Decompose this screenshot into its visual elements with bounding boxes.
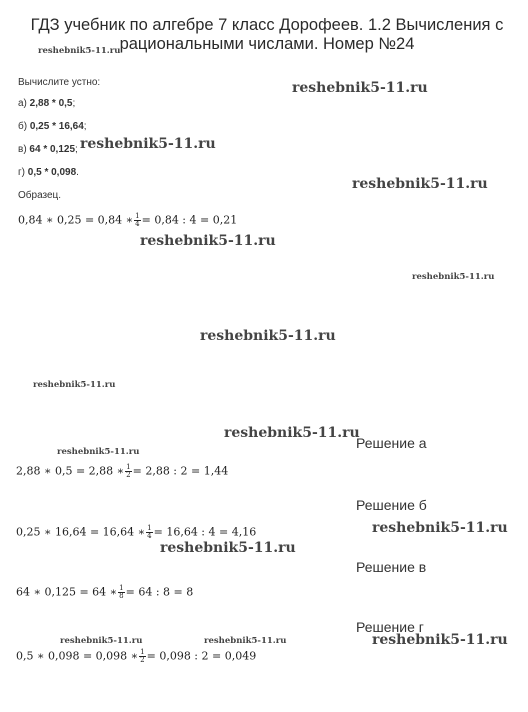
watermark: reshebnik5-11.ru bbox=[200, 328, 336, 344]
watermark: reshebnik5-11.ru bbox=[412, 272, 495, 282]
watermark: reshebnik5-11.ru bbox=[160, 540, 296, 556]
task-item-c: в) 64 * 0,125; bbox=[18, 144, 78, 155]
solution-a-formula: 2,88 ∗ 0,5 = 2,88 ∗ $\frac{1}{2}$ = 2,88 : 2 = 1,44 bbox=[16, 463, 229, 479]
sample-formula: 0,84 ∗ 0,25 = 0,84 ∗ $\frac{1}{4}$ = 0,84 : 4 = 0,21 bbox=[18, 212, 238, 228]
watermark: reshebnik5-11.ru bbox=[292, 80, 428, 96]
watermark: reshebnik5-11.ru bbox=[140, 233, 276, 249]
solution-b-formula: 0,25 ∗ 16,64 = 16,64 ∗ $\frac{1}{4}$ = 16,64 : 4 = 4,16 bbox=[16, 524, 257, 540]
solution-b-label: Решение б bbox=[356, 497, 427, 513]
page-title: ГДЗ учебник по алгебре 7 класс Дорофеев. 1.2 Вычисления с рациональными числами. Номер №24 bbox=[30, 16, 504, 53]
solution-a-label: Решение а bbox=[356, 435, 427, 451]
watermark: reshebnik5-11.ru bbox=[80, 136, 216, 152]
task-item-d: г) 0,5 * 0,098. bbox=[18, 167, 79, 178]
watermark: reshebnik5-11.ru bbox=[33, 380, 116, 390]
task-item-a: а) 2,88 * 0,5; bbox=[18, 98, 76, 109]
task-intro: Вычислите устно: bbox=[18, 77, 101, 88]
watermark: reshebnik5-11.ru bbox=[38, 46, 121, 56]
sample-label: Образец. bbox=[18, 190, 62, 201]
watermark: reshebnik5-11.ru bbox=[372, 520, 508, 536]
watermark: reshebnik5-11.ru bbox=[372, 632, 508, 648]
watermark: reshebnik5-11.ru bbox=[57, 447, 140, 457]
watermark: reshebnik5-11.ru bbox=[60, 636, 143, 646]
watermark: reshebnik5-11.ru bbox=[204, 636, 287, 646]
solution-d-formula: 0,5 ∗ 0,098 = 0,098 ∗ $\frac{1}{2}$ = 0,098 : 2 = 0,049 bbox=[16, 648, 257, 664]
solution-c-formula: 64 ∗ 0,125 = 64 ∗ $\frac{1}{8}$ = 64 : 8 = 8 bbox=[16, 584, 194, 600]
task-item-b: б) 0,25 * 16,64; bbox=[18, 121, 87, 132]
watermark: reshebnik5-11.ru bbox=[352, 176, 488, 192]
watermark: reshebnik5-11.ru bbox=[224, 425, 360, 441]
solution-d-label: Решение г bbox=[356, 619, 424, 635]
solution-c-label: Решение в bbox=[356, 559, 427, 575]
